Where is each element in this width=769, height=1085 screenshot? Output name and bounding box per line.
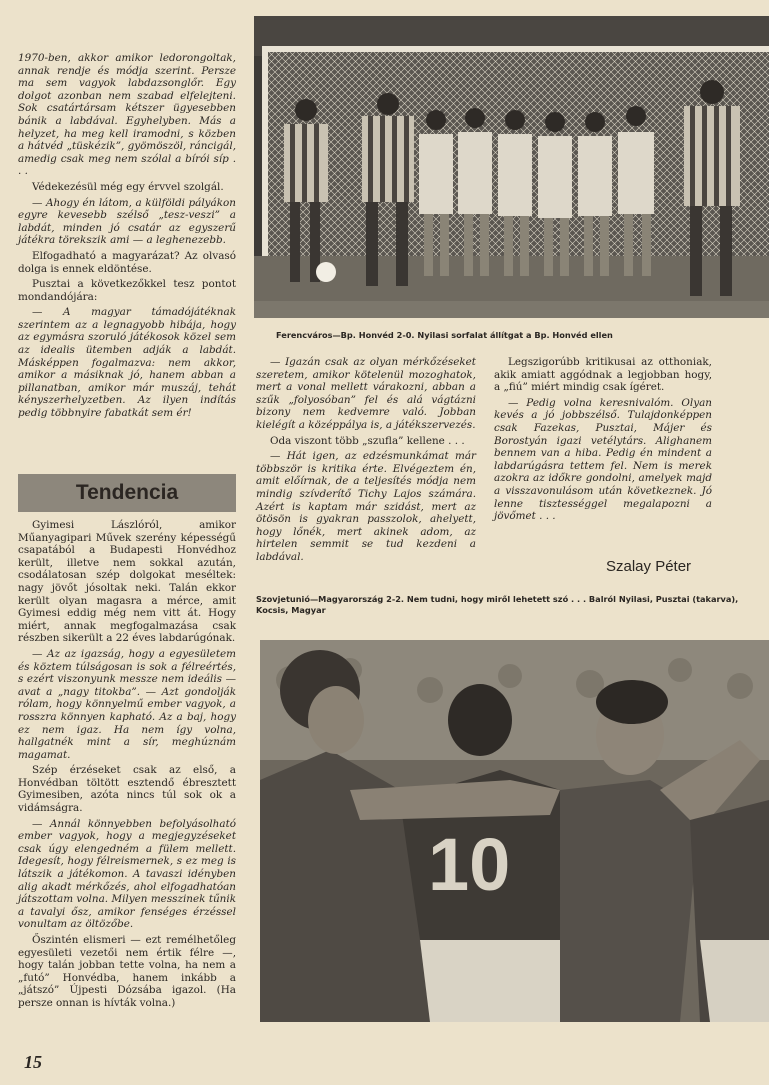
article-column-left-top (18, 52, 236, 423)
paragraph: Legszigorúbb kritikusai az otthoniak, akik amiatt aggódnak a legjobban hogy, a „fiú” miért mindig csak ígéret. (494, 356, 712, 394)
author-byline: Szalay Péter (606, 558, 692, 575)
article-column-middle (256, 356, 476, 567)
article-column-right (494, 356, 712, 526)
photo-caption: Ferencváros—Bp. Honvéd 2-0. Nyilasi sorfalat állítgat a Bp. Honvéd ellen (276, 330, 613, 340)
section-heading: Tendencia (75, 481, 179, 504)
photo-caption: Szovjetunió—Magyarország 2-2. Nem tudni, hogy miről lehetett szó . . . Balról Nyilasi, Pusztai (takarva), Kocsis, Magyar (256, 594, 739, 615)
paragraph: Oda viszont több „szufla” kellene . . . (270, 434, 465, 447)
paragraph: Pusztai a következőkkel tesz pontot mondandójára: (18, 278, 236, 303)
photo-players-celebrating (260, 640, 769, 1022)
paragraph: — Pedig volna keresnivalóm. Olyan kevés a jó jobbszélső. Tulajdonképpen csak Fazekas, Pusztai, Májer és Borostyán igazi vetélytárs. Alighanem bennem van a hiba. Pedig én mindent a labdarúgásra tettem fel. Nem is merek azokra az időkre gondolni, amelyek majd a visszavonulásom után következnek. Jó lenne tisztességgel megalapozni a jövőmet . . . (494, 396, 712, 523)
photo-free-kick-wall (254, 16, 769, 318)
section-heading-box (18, 474, 236, 512)
paragraph: — Az az igazság, hogy a egyesületem és köztem túlságosan is sok a félreértés, s ezért viszonyunk messze nem ideális — avat a „nagy titokba”. — Azt gondolják rólam, hogy könnyelmű ember vagyok, a rosszra könnyen kapható. Az a baj, hogy ez nem igaz. Ha nem így volna, hallgatnék mint a sír, meghúznám magamat. (18, 647, 236, 761)
paragraph: — Igazán csak az olyan mérkőzéseket szeretem, amikor kötelenül mozoghatok, mert a vonal mellett várakozni, abban a szűk „folyosóban” fel és alá vágtázni bizony nem kedvemre való. Jobban kielégít a középpálya is, a játékszervezés. (256, 356, 476, 431)
football (316, 262, 336, 282)
paragraph: Elfogadható a magyarázat? Az olvasó dolga is ennek eldöntése. (18, 249, 236, 275)
paragraph: — Hát igen, az edzésmunkámat már többször is kritika érte. Elvégeztem én, amit előírnak, de a teljesítés módja nem mindig szívderítő Tichy Lajos számára. Azért is kaptam már szidást, mert az ötösön is gyakran passzolok, ahelyett, hogy lőnék, mert akinek adom, az hirtelen semmit se tud kezdeni a labdával. (256, 450, 476, 563)
paragraph: — A magyar támadójátéknak szerintem az a legnagyobb hibája, hogy az egymásra szoruló játékosok közel sem az idealis ütemben adják a labdát. Másképpen fogalmazva: nem akkor, amikor a másiknak jó, hanem abban a pillanatban, amikor már muszáj, tehát kényszerhelyzetben. Az ilyen indítás pedig többnyire fabatkát sem ér! (18, 306, 236, 420)
paragraph: Szép érzéseket csak az első, a Honvédban töltött esztendő ébresztett Gyimesiben, azóta nincs túl sok ok a vidámságra. (18, 764, 236, 815)
page-number: 15 (24, 1052, 42, 1072)
article-column-left-bottom (18, 519, 236, 1013)
paragraph: 1970-ben, akkor amikor ledorongoltak, annak rendje és módja szerint. Persze ma sem vagyok labdazsonglőr. Egy dolgot azonban nem szabad elfelejteni. Sok csatártársam kétszer ügyesebben bánik a labdával. Egyhelyben. Más a helyzet, ha meg kell iramodni, s közben a hátvéd „tüskézik”, gyömöszöl, ráncigál, amedig csak meg nem szólal a bírói síp . . . (18, 52, 236, 178)
paragraph: — Annál könnyebben befolyásolható ember vagyok, hogy a megjegyzéseket csak úgy elengedném a fülem mellett. Idegesít, hogy félreismernek, s ez meg is látszik a játékomon. A tavaszi idényben alig akadt mérkőzés, ahol elfogadhatóan játszottam volna. Milyen messzinek tűnik a tavalyi ősz, amikor fenséges érzéssel vonultam az öltözőbe. (18, 817, 236, 931)
paragraph: Őszintén elismeri — ezt remélhetőleg egyesületi vezetői nem értik félre —, hogy talán jobban tette volna, ha nem a „futó” Honvédba, hanem inkább a „játszó” Újpesti Dózsába igazol. (Ha persze onnan is hívták volna.) (18, 934, 236, 1009)
paragraph: Védekezésül még egy érvvel szolgál. (32, 180, 224, 193)
shirt-number: 10 (428, 823, 511, 906)
paragraph: — Ahogy én látom, a külföldi pályákon egyre kevesebb szélső „tesz-veszi” a labdát, minden jó csatár az egyszerű játékra törekszik ami — a leghenezebb. (18, 196, 236, 247)
paragraph: Gyimesi Lászlóról, amikor Műanyagipari Művek szerény képességű csapatából a Budapesti Honvédhoz került, illetve nem sokkal azután, csodálatosan szép dolgokat meséltek: nagy jövőt jósoltak neki. Talán ekkor került olyan magasra a mérce, amit Gyimesi eddig még nem vitt át. Hogy miért, annak megfogalmazása csak részben sikerült a 22 éves labdarúgónak. (18, 519, 236, 645)
